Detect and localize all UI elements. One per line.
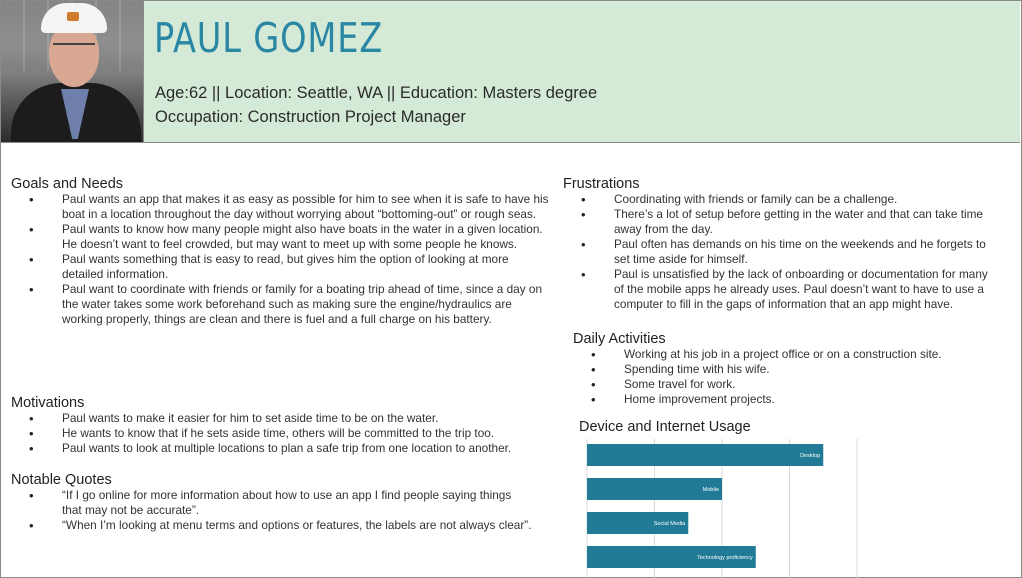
bar-label: Mobile <box>702 487 719 493</box>
list-item: • Paul wants something that is easy to read, but gives him the option of looking at more detailed information. <box>62 252 552 282</box>
list-item: • “When I’m looking at menu terms and options or features, the labels are not always clear”. <box>62 518 532 533</box>
list-item: • Home improvement projects. <box>624 392 984 407</box>
list-item: • Paul wants to know how many people might also have boats in the water in a given location. He doesn’t want to feel crowded, but may want to meet up with some people he knows. <box>62 222 552 252</box>
list-item: • Paul wants to look at multiple locations to plan a safe trip from one location to another. <box>62 441 552 456</box>
list-item: • Coordinating with friends or family can be a challenge. <box>614 192 999 207</box>
frustrations-section <box>563 176 999 312</box>
motivations-section <box>11 395 552 456</box>
list-item: • Paul wants to make it easier for him to set aside time to be on the water. <box>62 411 552 426</box>
list-item: • “If I go online for more information about how to use an app I find people saying things that may not be accurate”. <box>62 488 532 518</box>
person-photo <box>1 1 144 142</box>
quotes-list <box>62 488 532 533</box>
hard-hat-icon <box>41 3 107 33</box>
bar-label: Desktop <box>800 453 821 459</box>
list-item: • There’s a lot of setup before getting in the water and that can take time away from the day. <box>614 207 999 237</box>
list-item: • Paul is unsatisfied by the lack of onboarding or documentation for many of the mobile apps he already uses. Paul doesn’t want to have to use a computer to fill in the gaps of information that an app might have. <box>614 267 999 312</box>
quotes-title: Notable Quotes <box>11 472 112 488</box>
list-item: • Paul often has demands on his time on the weekends and he forgets to set time aside for himself. <box>614 237 999 267</box>
bar-label: Social Media <box>653 521 686 527</box>
device-usage-section <box>579 419 867 578</box>
goals-title: Goals and Needs <box>11 176 124 192</box>
bar-desktop <box>587 444 823 466</box>
motivations-title: Motivations <box>11 395 85 411</box>
bar-mobile <box>587 478 722 500</box>
list-item: • Paul wants an app that makes it as easy as possible for him to see when it is safe to have his boat in a location throughout the day without worrying about “bottoming-out” or rough seas. <box>62 192 552 222</box>
persona-occupation: Occupation: Construction Project Manager <box>155 108 466 126</box>
goals-section <box>11 176 552 327</box>
frustrations-title: Frustrations <box>563 176 640 192</box>
daily-activities-section <box>573 331 984 407</box>
list-item: • He wants to know that if he sets aside time, others will be committed to the trip too. <box>62 426 552 441</box>
list-item: • Working at his job in a project office or on a construction site. <box>624 347 984 362</box>
goals-list <box>62 192 552 327</box>
daily-title: Daily Activities <box>573 331 666 347</box>
list-item: • Spending time with his wife. <box>624 362 984 377</box>
persona-demographics: Age:62 || Location: Seattle, WA || Education: Masters degree <box>155 84 598 102</box>
list-item: • Some travel for work. <box>624 377 984 392</box>
daily-list <box>624 347 984 407</box>
persona-name: PAUL GOMEZ <box>154 14 384 62</box>
device-usage-chart <box>579 439 867 578</box>
device-title: Device and Internet Usage <box>579 419 751 435</box>
frustrations-list <box>614 192 999 312</box>
quotes-section <box>11 472 532 533</box>
bar-label: Technology proficiency <box>697 555 753 561</box>
motivations-list <box>62 411 552 456</box>
list-item: • Paul want to coordinate with friends or family for a boating trip ahead of time, since a day on the water takes some work beforehand such as making sure the engine/hydraulics are working properly, things are clean and there is fuel and a full charge on his battery. <box>62 282 552 327</box>
